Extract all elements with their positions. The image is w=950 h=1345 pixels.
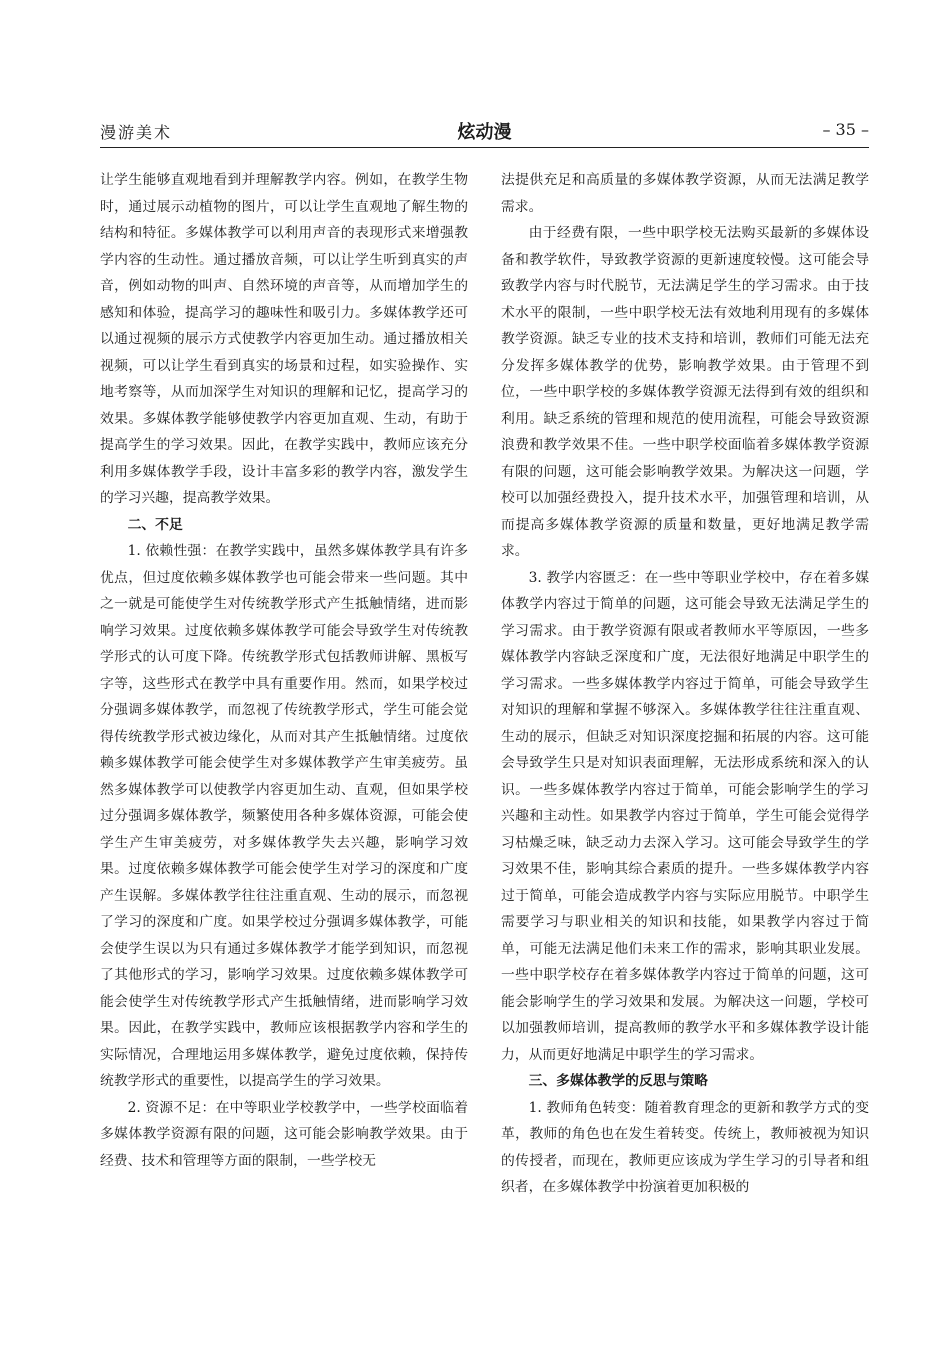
journal-name: 漫游美术	[100, 123, 173, 142]
left-column	[100, 167, 468, 1174]
paragraph: 法提供充足和高质量的多媒体教学资源，从而无法满足教学需求。	[501, 172, 869, 215]
paragraph: 1. 依赖性强：在教学实践中，虽然多媒体教学具有许多优点，但过度依赖多媒体教学也可能会带来一些问题。其中之一就是可能使学生对传统教学形式产生抵触情绪，进而影响学习效果。过度依赖多媒体教学可能会导致学生对传统教学形式的认可度下降。传统教学形式包括教师讲解、黑板写字等，这些形式在教学中具有重要作用。然而，如果学校过分强调多媒体教学，而忽视了传统教学形式，学生可能会觉得传统教学形式被边缘化，从而对其产生抵触情绪。过度依赖多媒体教学可能会使学生对多媒体教学产生审美疲劳。虽然多媒体教学可以使教学内容更加生动、直观，但如果学校过分强调多媒体教学，频繁使用各种多媒体资源，可能会使学生产生审美疲劳，对多媒体教学失去兴趣，影响学习效果。过度依赖多媒体教学可能会使学生对学习的深度和广度产生误解。多媒体教学往往注重直观、生动的展示，而忽视了学习的深度和广度。如果学校过分强调多媒体教学，可能会使学生误以为只有通过多媒体教学才能学到知识，而忽视了其他形式的学习，影响学习效果。过度依赖多媒体教学可能会使学生对传统教学形式产生抵触情绪，进而影响学习效果。因此，在教学实践中，教师应该根据教学内容和学生的实际情况，合理地运用多媒体教学，避免过度依赖，保持传统教学形式的重要性，以提高学生的学习效果。	[100, 543, 468, 1089]
right-column	[501, 167, 869, 1201]
paragraph: 1. 教师角色转变：随着教育理念的更新和教学方式的变革，教师的角色也在发生着转变。传统上，教师被视为知识的传授者，而现在，教师更应该成为学生学习的引导者和组织者，在多媒体教学中扮演着更加积极的	[501, 1099, 869, 1195]
page-number: – 35 –	[822, 120, 869, 139]
paragraph: 由于经费有限，一些中职学校无法购买最新的多媒体设备和教学软件，导致教学资源的更新速度较慢。这可能会导致教学内容与时代脱节，无法满足学生的学习需求。由于技术水平的限制，一些中职学校无法有效地利用现有的多媒体教学资源。缺乏专业的技术支持和培训，教师们可能无法充分发挥多媒体教学的优势，影响教学效果。由于管理不到位，一些中职学校的多媒体教学资源无法得到有效的组织和利用。缺乏系统的管理和规范的使用流程，可能会导致资源浪费和教学效果不佳。一些中职学校面临着多媒体教学资源有限的问题，这可能会影响教学效果。为解决这一问题，学校可以加强经费投入，提升技术水平，加强管理和培训，从而提高多媒体教学资源的质量和数量，更好地满足教学需求。	[501, 225, 869, 559]
journal-title: 炫动漫	[457, 122, 512, 143]
running-header	[100, 118, 869, 148]
section-heading: 二、不足	[127, 516, 183, 533]
section-heading: 三、多媒体教学的反思与策略	[528, 1073, 708, 1089]
paragraph: 让学生能够直观地看到并理解教学内容。例如，在教学生物时，通过展示动植物的图片，可以让学生直观地了解生物的结构和特征。多媒体教学可以利用声音的表现形式来增强教学内容的生动性。通过播放音频，可以让学生听到真实的声音，例如动物的叫声、自然环境的声音等，从而增加学生的感知和体验，提高学习的趣味性和吸引力。多媒体教学还可以通过视频的展示方式使教学内容更加生动。通过播放相关视频，可以让学生看到真实的场景和过程，如实验操作、实地考察等，从而加深学生对知识的理解和记忆，提高学习的效果。多媒体教学能够使教学内容更加直观、生动，有助于提高学生的学习效果。因此，在教学实践中，教师应该充分利用多媒体教学手段，设计丰富多彩的教学内容，激发学生的学习兴趣，提高教学效果。	[100, 172, 468, 506]
paragraph: 3. 教学内容匮乏：在一些中等职业学校中，存在着多媒体教学内容过于简单的问题，这可能会导致无法满足学生的学习需求。由于教学资源有限或者教师水平等原因，一些多媒体教学内容缺乏深度和广度，无法很好地满足中职学生的学习需求。一些多媒体教学内容过于简单，可能会导致学生对知识的理解和掌握不够深入。多媒体教学往往注重直观、生动的展示，但缺乏对知识深度挖掘和拓展的内容。这可能会导致学生只是对知识表面理解，无法形成系统和深入的认识。一些多媒体教学内容过于简单，可能会影响学生的学习兴趣和主动性。如果教学内容过于简单，学生可能会觉得学习枯燥乏味，缺乏动力去深入学习。这可能会导致学生的学习效果不佳，影响其综合素质的提升。一些多媒体教学内容过于简单，可能会造成教学内容与实际应用脱节。中职学生需要学习与职业相关的知识和技能，如果教学内容过于简单，可能无法满足他们未来工作的需求，影响其职业发展。一些中职学校存在着多媒体教学内容过于简单的问题，这可能会影响学生的学习效果和发展。为解决这一问题，学校可以加强教师培训，提高教师的教学水平和多媒体教学设计能力，从而更好地满足中职学生的学习需求。	[501, 569, 869, 1063]
header-rule	[100, 147, 869, 148]
paragraph: 2. 资源不足：在中等职业学校教学中，一些学校面临着多媒体教学资源有限的问题，这可能会影响教学效果。由于经费、技术和管理等方面的限制，一些学校无	[100, 1099, 468, 1169]
